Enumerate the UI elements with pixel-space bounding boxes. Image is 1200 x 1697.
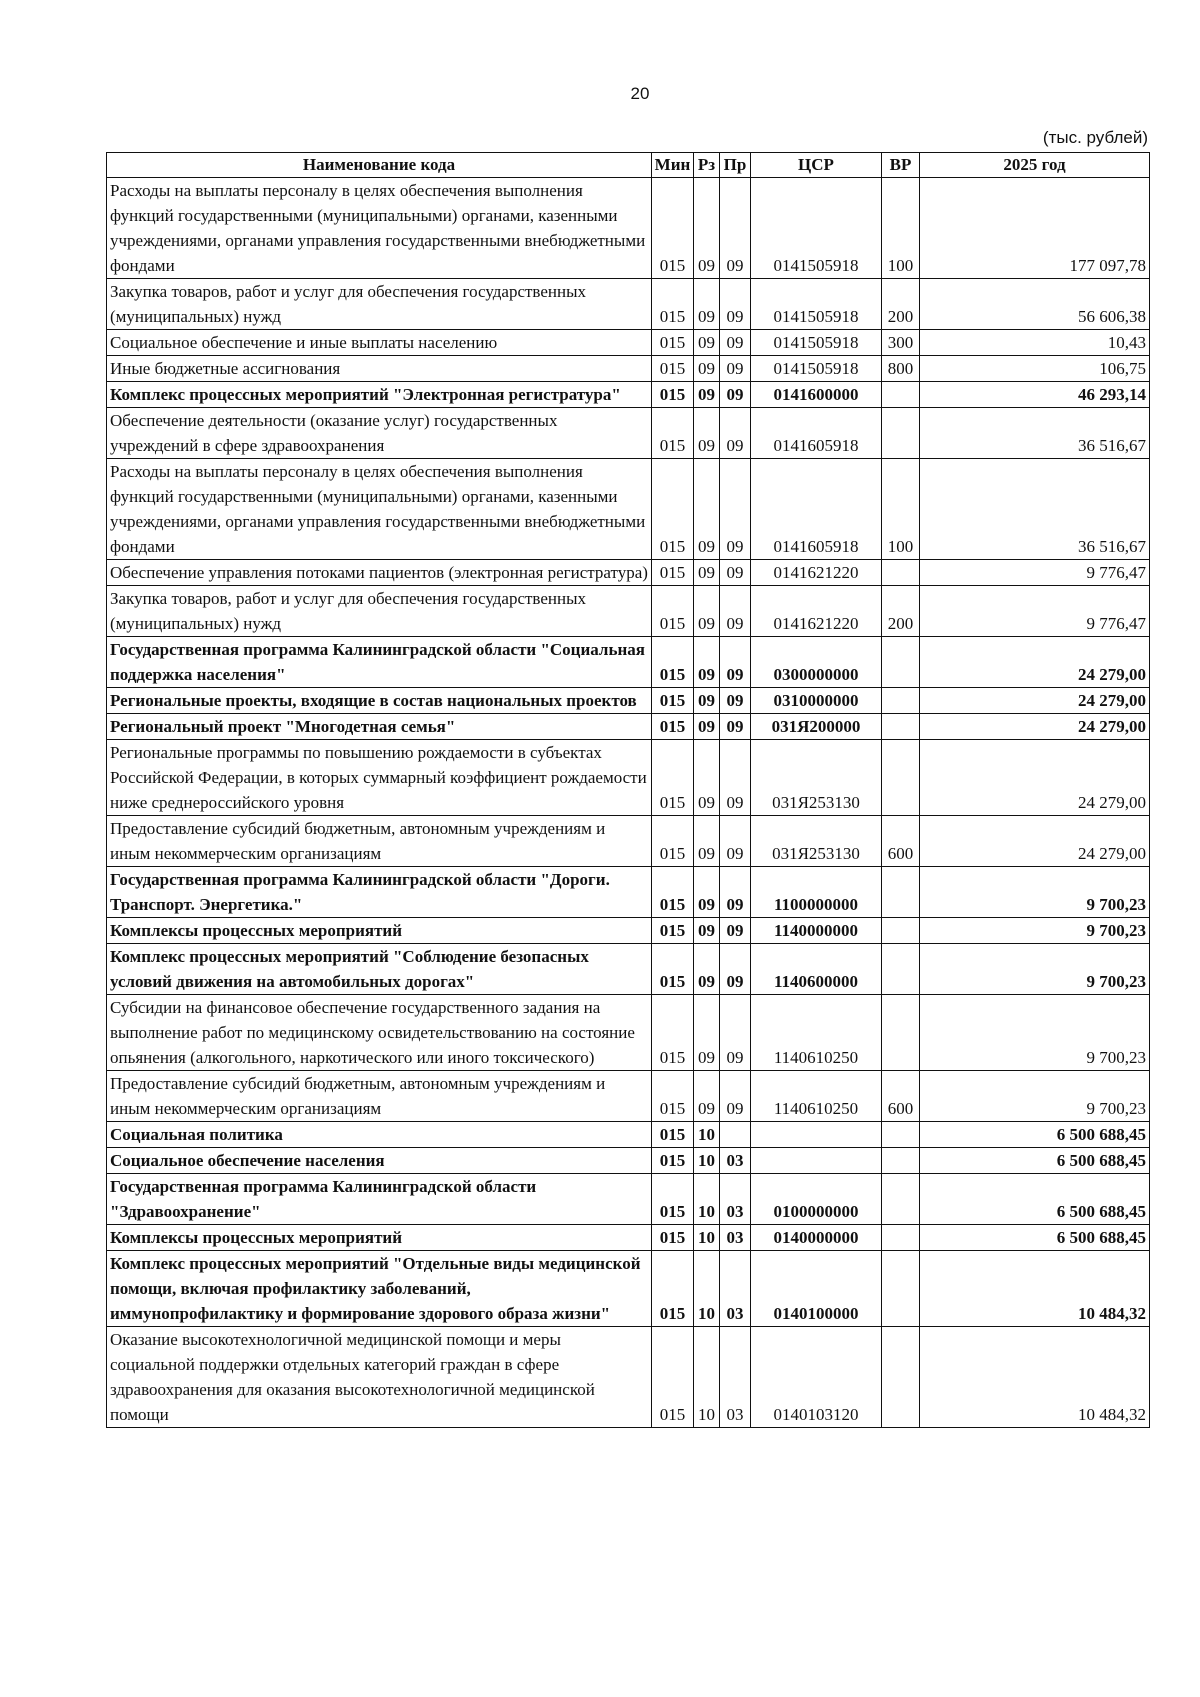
pr-cell: 09	[720, 867, 751, 918]
amount-cell: 9 776,47	[920, 586, 1150, 637]
vr-cell: 600	[882, 1071, 920, 1122]
vr-cell: 100	[882, 459, 920, 560]
min-cell: 015	[652, 408, 694, 459]
name-cell: Оказание высокотехнологичной медицинской помощи и меры социальной поддержки отдельных категорий граждан в сфере здравоохранения для оказания высокотехнологичной медицинской помощи	[107, 1327, 652, 1428]
vr-cell	[882, 408, 920, 459]
min-cell: 015	[652, 1122, 694, 1148]
csr-cell: 031Я253130	[751, 816, 882, 867]
rz-cell: 09	[694, 688, 720, 714]
col-min-header: Мин	[652, 153, 694, 178]
col-name-header: Наименование кода	[107, 153, 652, 178]
min-cell: 015	[652, 714, 694, 740]
amount-cell: 24 279,00	[920, 714, 1150, 740]
rz-cell: 10	[694, 1327, 720, 1428]
rz-cell: 10	[694, 1225, 720, 1251]
amount-cell: 10 484,32	[920, 1327, 1150, 1428]
csr-cell: 1140600000	[751, 944, 882, 995]
amount-cell: 177 097,78	[920, 178, 1150, 279]
min-cell: 015	[652, 586, 694, 637]
name-cell: Государственная программа Калининградской области "Дороги. Транспорт. Энергетика."	[107, 867, 652, 918]
amount-cell: 24 279,00	[920, 816, 1150, 867]
pr-cell: 09	[720, 408, 751, 459]
vr-cell	[882, 1148, 920, 1174]
table-row	[107, 356, 1150, 382]
vr-cell: 200	[882, 279, 920, 330]
min-cell: 015	[652, 637, 694, 688]
rz-cell: 09	[694, 560, 720, 586]
amount-cell: 6 500 688,45	[920, 1122, 1150, 1148]
page-number: 20	[630, 84, 650, 103]
name-cell: Комплекс процессных мероприятий "Электронная регистратура"	[107, 382, 652, 408]
csr-cell: 0141605918	[751, 459, 882, 560]
col-vr-header: ВР	[882, 153, 920, 178]
vr-cell	[882, 867, 920, 918]
name-cell: Комплексы процессных мероприятий	[107, 918, 652, 944]
pr-cell: 09	[720, 714, 751, 740]
csr-cell: 1140000000	[751, 918, 882, 944]
rz-cell: 09	[694, 356, 720, 382]
csr-cell: 031Я253130	[751, 740, 882, 816]
amount-cell: 9 700,23	[920, 918, 1150, 944]
min-cell: 015	[652, 995, 694, 1071]
csr-cell	[751, 1122, 882, 1148]
csr-cell	[751, 1148, 882, 1174]
name-cell: Обеспечение управления потоками пациентов (электронная регистратура)	[107, 560, 652, 586]
vr-cell	[882, 1251, 920, 1327]
rz-cell: 09	[694, 918, 720, 944]
min-cell: 015	[652, 560, 694, 586]
csr-cell: 1100000000	[751, 867, 882, 918]
min-cell: 015	[652, 1327, 694, 1428]
name-cell: Комплекс процессных мероприятий "Отдельные виды медицинской помощи, включая профилактику заболеваний, иммунопрофилактику и формирование здорового образа жизни"	[107, 1251, 652, 1327]
pr-cell: 03	[720, 1174, 751, 1225]
vr-cell: 300	[882, 330, 920, 356]
amount-cell: 24 279,00	[920, 740, 1150, 816]
amount-cell: 56 606,38	[920, 279, 1150, 330]
csr-cell: 0310000000	[751, 688, 882, 714]
csr-cell: 0140103120	[751, 1327, 882, 1428]
name-cell: Региональные проекты, входящие в состав национальных проектов	[107, 688, 652, 714]
rz-cell: 09	[694, 178, 720, 279]
name-cell: Предоставление субсидий бюджетным, автономным учреждениям и иным некоммерческим организациям	[107, 1071, 652, 1122]
name-cell: Социальная политика	[107, 1122, 652, 1148]
rz-cell: 09	[694, 1071, 720, 1122]
table-row	[107, 459, 1150, 560]
csr-cell: 0141621220	[751, 560, 882, 586]
table-body	[107, 178, 1150, 1428]
vr-cell	[882, 918, 920, 944]
rz-cell: 09	[694, 740, 720, 816]
csr-cell: 031Я200000	[751, 714, 882, 740]
name-cell: Государственная программа Калининградской области "Социальная поддержка населения"	[107, 637, 652, 688]
pr-cell: 09	[720, 560, 751, 586]
vr-cell	[882, 944, 920, 995]
amount-cell: 6 500 688,45	[920, 1148, 1150, 1174]
name-cell: Предоставление субсидий бюджетным, автономным учреждениям и иным некоммерческим организациям	[107, 816, 652, 867]
csr-cell: 0140000000	[751, 1225, 882, 1251]
table-row	[107, 944, 1150, 995]
csr-cell: 0141600000	[751, 382, 882, 408]
pr-cell: 03	[720, 1251, 751, 1327]
rz-cell: 10	[694, 1122, 720, 1148]
table-row	[107, 178, 1150, 279]
amount-cell: 10,43	[920, 330, 1150, 356]
min-cell: 015	[652, 178, 694, 279]
name-cell: Закупка товаров, работ и услуг для обеспечения государственных (муниципальных) нужд	[107, 279, 652, 330]
name-cell: Расходы на выплаты персоналу в целях обеспечения выполнения функций государственными (муниципальными) органами, казенными учреждениями, органами управления государственными внебюджетными фондами	[107, 459, 652, 560]
rz-cell: 09	[694, 459, 720, 560]
amount-cell: 36 516,67	[920, 459, 1150, 560]
rz-cell: 10	[694, 1148, 720, 1174]
name-cell: Комплекс процессных мероприятий "Соблюдение безопасных условий движения на автомобильных дорогах"	[107, 944, 652, 995]
table-row	[107, 1225, 1150, 1251]
col-rz-header: Рз	[694, 153, 720, 178]
amount-cell: 6 500 688,45	[920, 1225, 1150, 1251]
table-header	[107, 153, 1150, 178]
min-cell: 015	[652, 330, 694, 356]
min-cell: 015	[652, 816, 694, 867]
table-row	[107, 1122, 1150, 1148]
table-row	[107, 995, 1150, 1071]
csr-cell: 0141505918	[751, 330, 882, 356]
pr-cell: 03	[720, 1327, 751, 1428]
name-cell: Расходы на выплаты персоналу в целях обеспечения выполнения функций государственными (муниципальными) органами, казенными учреждениями, органами управления государственными внебюджетными фондами	[107, 178, 652, 279]
pr-cell: 09	[720, 330, 751, 356]
table-row	[107, 688, 1150, 714]
vr-cell	[882, 1122, 920, 1148]
vr-cell: 800	[882, 356, 920, 382]
table-row	[107, 1327, 1150, 1428]
vr-cell	[882, 1327, 920, 1428]
name-cell: Иные бюджетные ассигнования	[107, 356, 652, 382]
name-cell: Субсидии на финансовое обеспечение государственного задания на выполнение работ по медицинскому освидетельствованию на состояние опьянения (алкогольного, наркотического или иного токсического)	[107, 995, 652, 1071]
name-cell: Обеспечение деятельности (оказание услуг) государственных учреждений в сфере здравоохранения	[107, 408, 652, 459]
pr-cell	[720, 1122, 751, 1148]
vr-cell	[882, 1225, 920, 1251]
min-cell: 015	[652, 688, 694, 714]
col-year-header: 2025 год	[920, 153, 1150, 178]
csr-cell: 1140610250	[751, 1071, 882, 1122]
rz-cell: 09	[694, 637, 720, 688]
amount-cell: 24 279,00	[920, 688, 1150, 714]
table-row	[107, 714, 1150, 740]
csr-cell: 0141505918	[751, 178, 882, 279]
table-row	[107, 382, 1150, 408]
table-row	[107, 408, 1150, 459]
min-cell: 015	[652, 1148, 694, 1174]
csr-cell: 0140100000	[751, 1251, 882, 1327]
amount-cell: 9 700,23	[920, 1071, 1150, 1122]
amount-cell: 24 279,00	[920, 637, 1150, 688]
amount-cell: 9 776,47	[920, 560, 1150, 586]
table-row	[107, 1071, 1150, 1122]
vr-cell: 200	[882, 586, 920, 637]
min-cell: 015	[652, 356, 694, 382]
table-row	[107, 1251, 1150, 1327]
pr-cell: 03	[720, 1225, 751, 1251]
min-cell: 015	[652, 382, 694, 408]
name-cell: Государственная программа Калининградской области "Здравоохранение"	[107, 1174, 652, 1225]
min-cell: 015	[652, 1174, 694, 1225]
pr-cell: 09	[720, 178, 751, 279]
units-label: (тыс. рублей)	[1042, 128, 1148, 147]
min-cell: 015	[652, 1225, 694, 1251]
vr-cell: 100	[882, 178, 920, 279]
rz-cell: 09	[694, 944, 720, 995]
table-row	[107, 330, 1150, 356]
rz-cell: 09	[694, 816, 720, 867]
rz-cell: 09	[694, 382, 720, 408]
table-row	[107, 867, 1150, 918]
vr-cell	[882, 740, 920, 816]
vr-cell	[882, 688, 920, 714]
pr-cell: 09	[720, 918, 751, 944]
amount-cell: 9 700,23	[920, 867, 1150, 918]
min-cell: 015	[652, 740, 694, 816]
pr-cell: 09	[720, 816, 751, 867]
table-row	[107, 918, 1150, 944]
rz-cell: 09	[694, 330, 720, 356]
name-cell: Комплексы процессных мероприятий	[107, 1225, 652, 1251]
rz-cell: 09	[694, 586, 720, 637]
csr-cell: 0300000000	[751, 637, 882, 688]
name-cell: Социальное обеспечение и иные выплаты населению	[107, 330, 652, 356]
vr-cell	[882, 1174, 920, 1225]
table-row	[107, 560, 1150, 586]
name-cell: Региональные программы по повышению рождаемости в субъектах Российской Федерации, в которых суммарный коэффициент рождаемости ниже среднероссийского уровня	[107, 740, 652, 816]
min-cell: 015	[652, 1251, 694, 1327]
pr-cell: 09	[720, 944, 751, 995]
amount-cell: 9 700,23	[920, 995, 1150, 1071]
col-csr-header: ЦСР	[751, 153, 882, 178]
table-row	[107, 279, 1150, 330]
rz-cell: 09	[694, 995, 720, 1071]
amount-cell: 36 516,67	[920, 408, 1150, 459]
table-row	[107, 816, 1150, 867]
vr-cell	[882, 995, 920, 1071]
amount-cell: 106,75	[920, 356, 1150, 382]
min-cell: 015	[652, 867, 694, 918]
pr-cell: 03	[720, 1148, 751, 1174]
amount-cell: 6 500 688,45	[920, 1174, 1150, 1225]
pr-cell: 09	[720, 356, 751, 382]
rz-cell: 10	[694, 1174, 720, 1225]
pr-cell: 09	[720, 740, 751, 816]
amount-cell: 10 484,32	[920, 1251, 1150, 1327]
table-row	[107, 1148, 1150, 1174]
budget-table	[106, 152, 1150, 1428]
pr-cell: 09	[720, 279, 751, 330]
pr-cell: 09	[720, 688, 751, 714]
rz-cell: 10	[694, 1251, 720, 1327]
rz-cell: 09	[694, 714, 720, 740]
vr-cell	[882, 560, 920, 586]
vr-cell	[882, 382, 920, 408]
col-pr-header: Пр	[720, 153, 751, 178]
csr-cell: 0141621220	[751, 586, 882, 637]
table-row	[107, 740, 1150, 816]
pr-cell: 09	[720, 637, 751, 688]
csr-cell: 0141505918	[751, 279, 882, 330]
pr-cell: 09	[720, 586, 751, 637]
min-cell: 015	[652, 918, 694, 944]
table-row	[107, 586, 1150, 637]
vr-cell: 600	[882, 816, 920, 867]
vr-cell	[882, 637, 920, 688]
name-cell: Закупка товаров, работ и услуг для обеспечения государственных (муниципальных) нужд	[107, 586, 652, 637]
min-cell: 015	[652, 1071, 694, 1122]
name-cell: Социальное обеспечение населения	[107, 1148, 652, 1174]
rz-cell: 09	[694, 408, 720, 459]
csr-cell: 1140610250	[751, 995, 882, 1071]
amount-cell: 9 700,23	[920, 944, 1150, 995]
csr-cell: 0141505918	[751, 356, 882, 382]
name-cell: Региональный проект "Многодетная семья"	[107, 714, 652, 740]
pr-cell: 09	[720, 995, 751, 1071]
min-cell: 015	[652, 279, 694, 330]
csr-cell: 0141605918	[751, 408, 882, 459]
vr-cell	[882, 714, 920, 740]
rz-cell: 09	[694, 867, 720, 918]
amount-cell: 46 293,14	[920, 382, 1150, 408]
rz-cell: 09	[694, 279, 720, 330]
min-cell: 015	[652, 459, 694, 560]
pr-cell: 09	[720, 382, 751, 408]
pr-cell: 09	[720, 459, 751, 560]
pr-cell: 09	[720, 1071, 751, 1122]
csr-cell: 0100000000	[751, 1174, 882, 1225]
table-row	[107, 1174, 1150, 1225]
table-row	[107, 637, 1150, 688]
min-cell: 015	[652, 944, 694, 995]
